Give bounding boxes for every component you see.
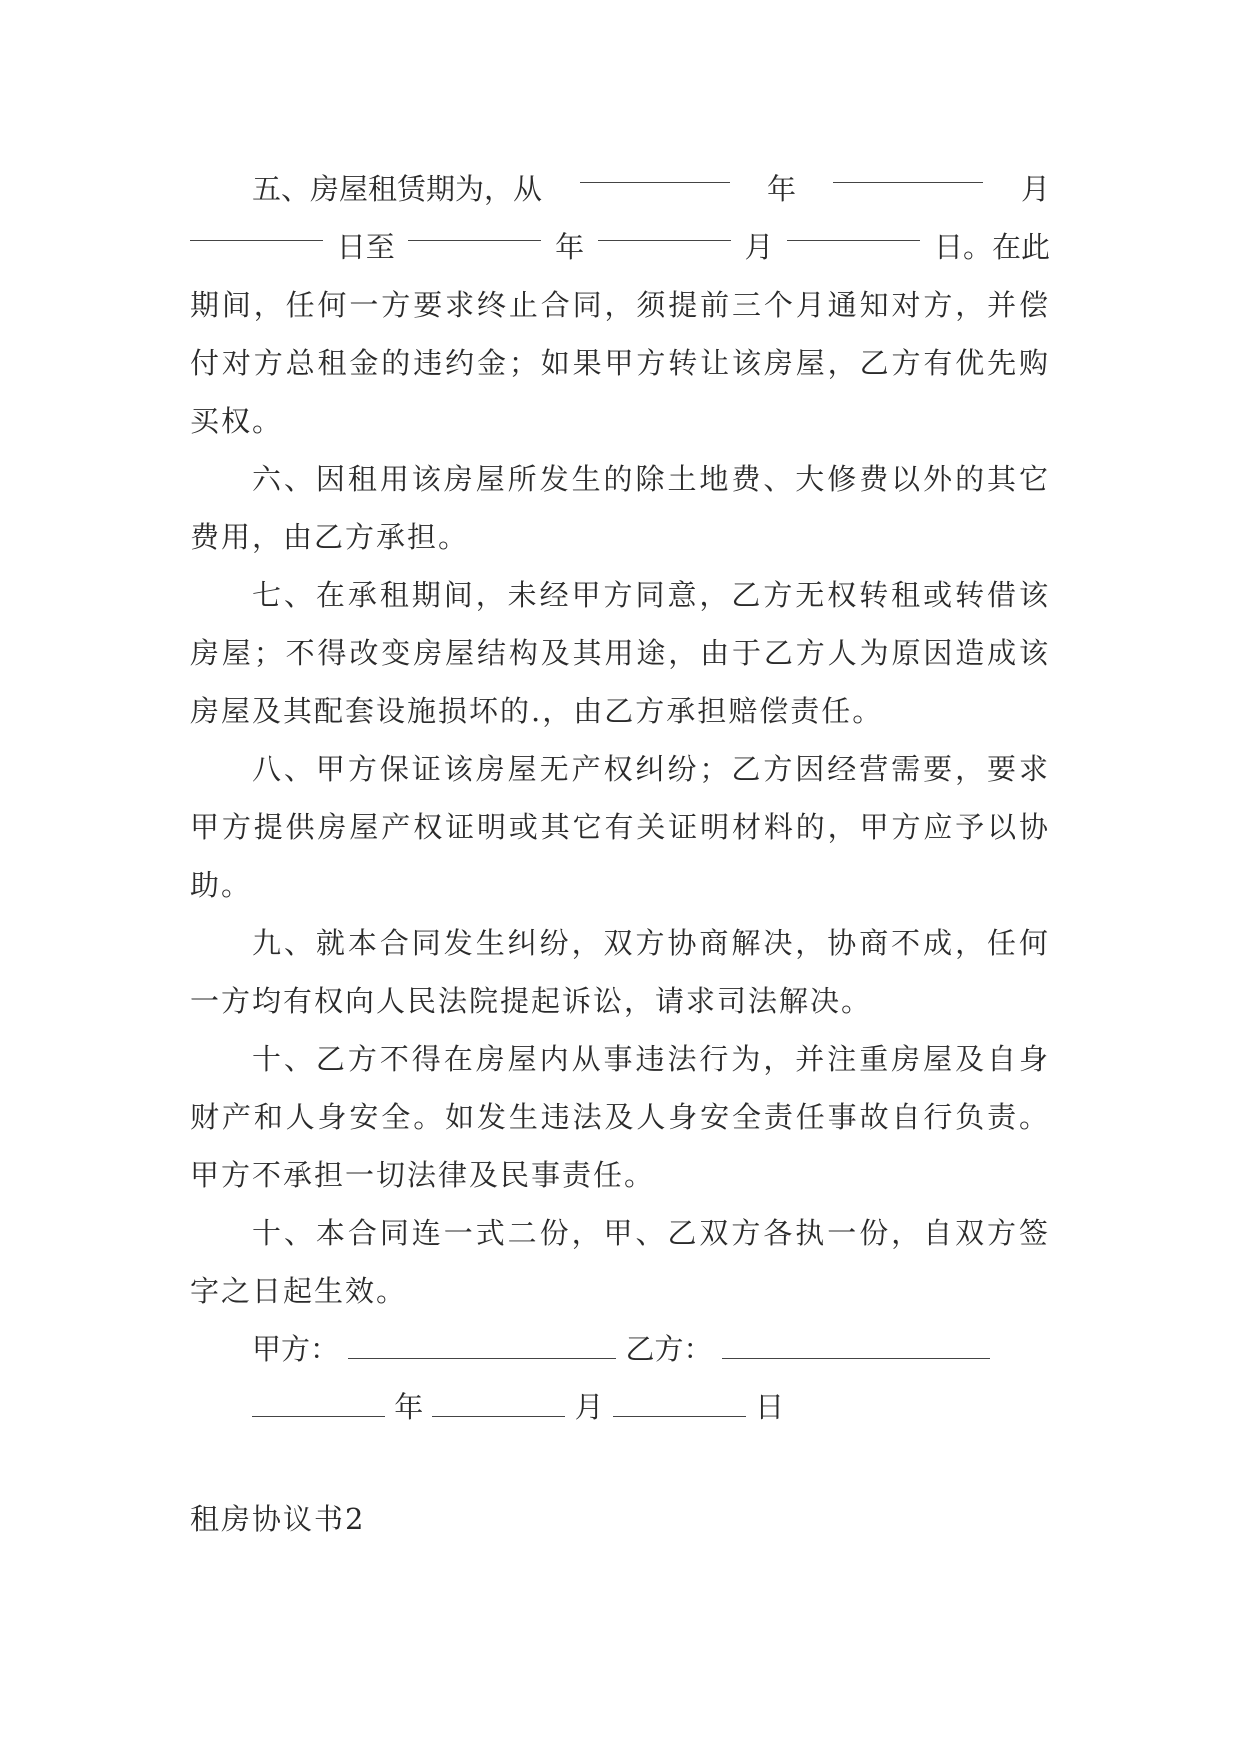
signature-line [190,1320,1050,1378]
party-b-label: 乙方： [625,1332,713,1366]
clause-7-text: 七、在承租期间，未经甲方同意，乙方无权转租或转借该房屋；不得改变房屋结构及其用途，由于乙方人为原因造成该房屋及其配套设施损坏的.，由乙方承担赔偿责任。 [190,578,1050,728]
sign-year-blank [252,1394,385,1417]
clause-5-end-month-label: 月 [744,230,774,264]
end-day-blank [787,218,920,241]
sign-year-label: 年 [394,1390,424,1424]
start-month-blank [833,160,983,183]
end-month-blank [598,218,731,241]
clause-8-text: 八、甲方保证该房屋无产权纠纷；乙方因经营需要，要求甲方提供房屋产权证明或其它有关证明材料的，甲方应予以协助。 [190,752,1050,902]
end-year-blank [408,218,541,241]
sign-day-label: 日 [755,1390,785,1424]
clause-9-text: 九、就本合同发生纠纷，双方协商解决，协商不成，任何一方均有权向人民法院提起诉讼，请求司法解决。 [190,926,1050,1018]
sign-day-blank [613,1394,746,1417]
document-body [190,160,1050,1436]
start-year-blank [580,160,730,183]
clause-5-year-label: 年 [766,172,796,206]
party-b-blank [722,1336,990,1359]
clause-5-month-label: 月 [1020,172,1050,206]
sign-month-label: 月 [574,1390,604,1424]
clause-5-text: 期间，任何一方要求终止合同，须提前三个月通知对方，并偿付对方总租金的违约金；如果甲方转让该房屋，乙方有优先购买权。 [190,288,1050,438]
clause-5-end-day-label: 日。在此 [933,230,1050,264]
party-a-blank [348,1336,616,1359]
clause-5-day-to-label: 日至 [336,230,395,264]
clause-10-text: 十、乙方不得在房屋内从事违法行为，并注重房屋及自身财产和人身安全。如发生违法及人身安全责任事故自行负责。甲方不承担一切法律及民事责任。 [190,1042,1050,1192]
date-line [190,1378,1050,1436]
start-day-blank [190,218,323,241]
clause-5-end-year-label: 年 [555,230,585,264]
clause-11-text: 十、本合同连一式二份，甲、乙双方各执一份，自双方签字之日起生效。 [190,1216,1050,1308]
party-a-label: 甲方： [252,1332,340,1366]
next-section-heading: 租房协议书2 [190,1502,366,1536]
clause-5-lead: 五、房屋租赁期为，从 [252,172,543,206]
clause-6-text: 六、因租用该房屋所发生的除土地费、大修费以外的其它费用，由乙方承担。 [190,462,1050,554]
clause-5-line-1 [190,160,1050,218]
sign-month-blank [432,1394,565,1417]
clause-5-line-2 [190,218,1050,276]
